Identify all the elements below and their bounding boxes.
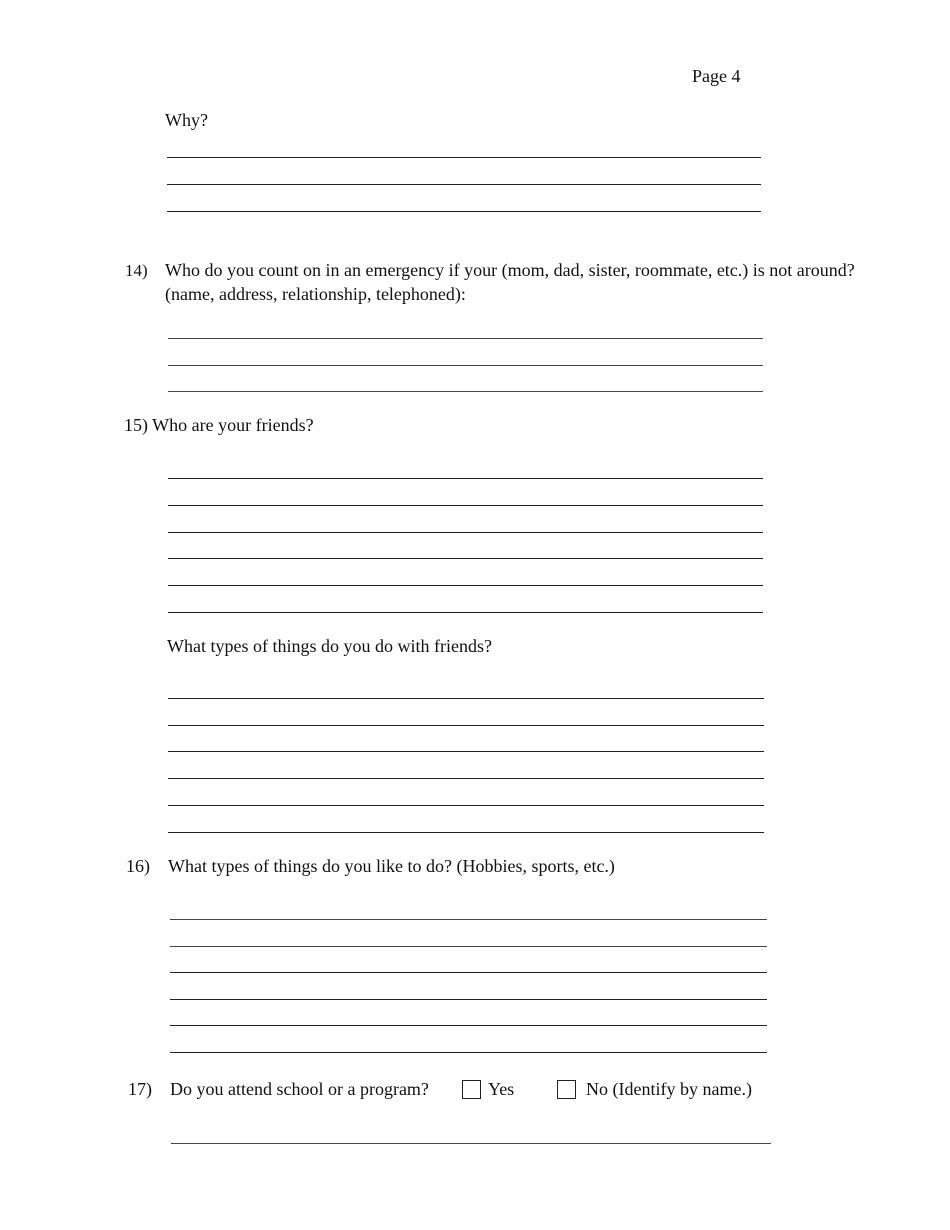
q16-number: 16) bbox=[126, 856, 150, 876]
q16-text: What types of things do you like to do? (Hobbies, sports, etc.) bbox=[168, 856, 615, 876]
q14-number: 14) bbox=[125, 261, 148, 280]
q15-sub-answer-line-3[interactable] bbox=[168, 751, 764, 752]
q15-sub-answer-line-1[interactable] bbox=[168, 698, 764, 699]
q15-answer-line-3[interactable] bbox=[168, 532, 763, 533]
q14-text-line2: (name, address, relationship, telephoned): bbox=[165, 284, 466, 304]
q16-answer-line-2[interactable] bbox=[170, 946, 767, 947]
q16-answer-line-1[interactable] bbox=[170, 919, 767, 920]
q15-answer-line-4[interactable] bbox=[168, 558, 763, 559]
q16-answer-line-6[interactable] bbox=[170, 1052, 767, 1053]
yes-checkbox[interactable] bbox=[462, 1080, 481, 1099]
q14-text-line1: Who do you count on in an emergency if your (mom, dad, sister, roommate, etc.) is not around? bbox=[165, 260, 855, 280]
q16-answer-line-4[interactable] bbox=[170, 999, 767, 1000]
no-label: No (Identify by name.) bbox=[586, 1079, 752, 1099]
q15-sub-answer-line-2[interactable] bbox=[168, 725, 764, 726]
q15-question: 15) Who are your friends? bbox=[124, 415, 314, 435]
q16-answer-line-3[interactable] bbox=[170, 972, 767, 973]
q15-sub-answer-line-6[interactable] bbox=[168, 832, 764, 833]
q15-sub-question: What types of things do you do with friends? bbox=[167, 636, 492, 656]
q16-answer-line-5[interactable] bbox=[170, 1025, 767, 1026]
page-number: Page 4 bbox=[692, 66, 741, 86]
why-answer-line-1[interactable] bbox=[167, 157, 761, 158]
q17-text: Do you attend school or a program? bbox=[170, 1079, 429, 1099]
q15-sub-answer-line-4[interactable] bbox=[168, 778, 764, 779]
why-answer-line-2[interactable] bbox=[167, 184, 761, 185]
q17-number: 17) bbox=[128, 1079, 152, 1099]
q14-answer-line-1[interactable] bbox=[168, 338, 763, 339]
q14-answer-line-3[interactable] bbox=[168, 391, 763, 392]
q15-answer-line-6[interactable] bbox=[168, 612, 763, 613]
q15-sub-answer-line-5[interactable] bbox=[168, 805, 764, 806]
no-checkbox[interactable] bbox=[557, 1080, 576, 1099]
q15-answer-line-2[interactable] bbox=[168, 505, 763, 506]
yes-label: Yes bbox=[488, 1079, 515, 1099]
why-label: Why? bbox=[165, 110, 208, 130]
q17-answer-line-1[interactable] bbox=[171, 1143, 771, 1144]
q14-answer-line-2[interactable] bbox=[168, 365, 763, 366]
q15-answer-line-1[interactable] bbox=[168, 478, 763, 479]
why-answer-line-3[interactable] bbox=[167, 211, 761, 212]
q15-answer-line-5[interactable] bbox=[168, 585, 763, 586]
